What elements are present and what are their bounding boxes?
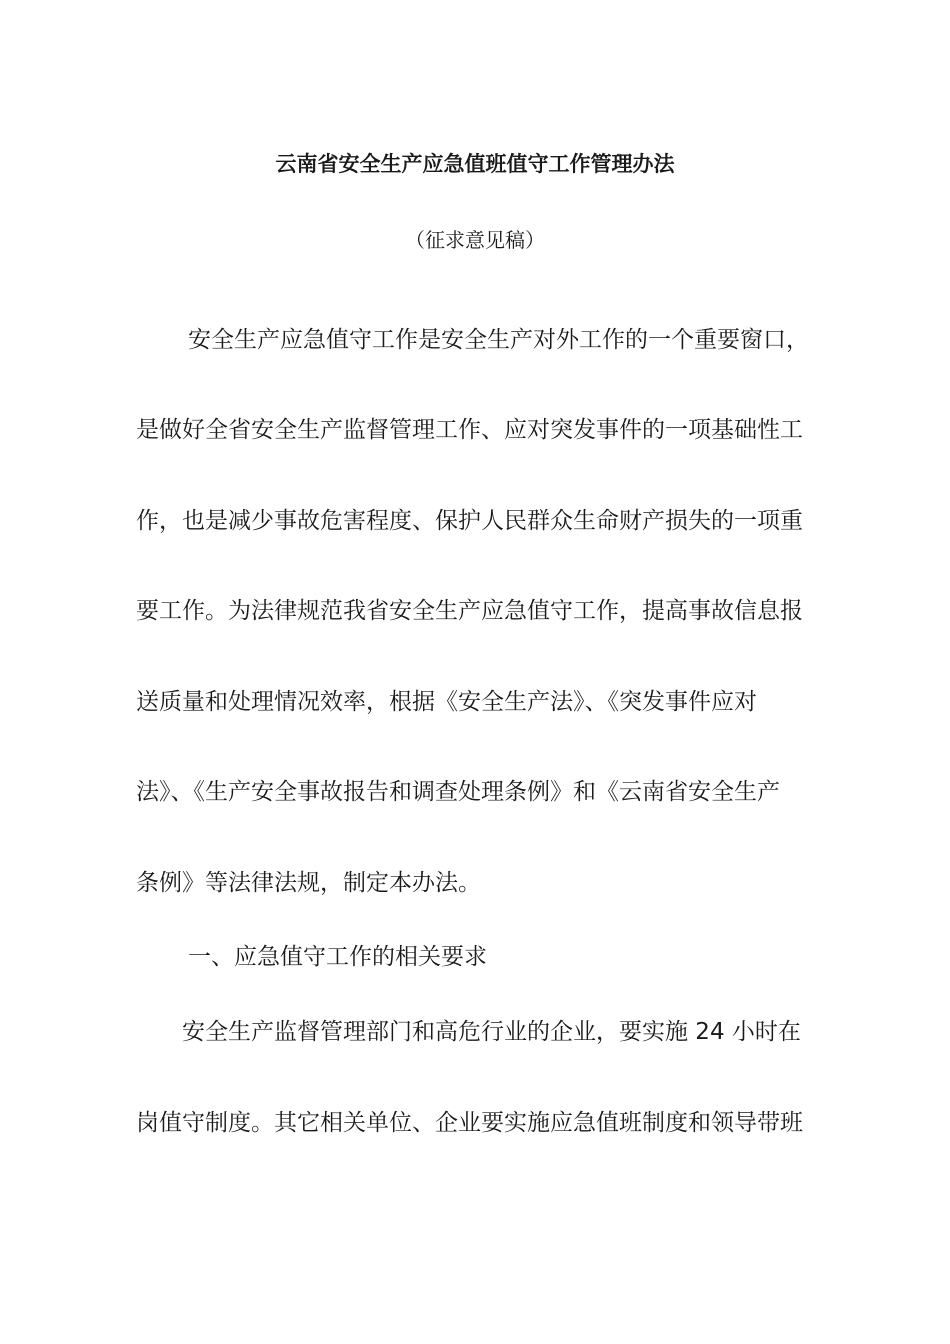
document-subtitle: （征求意见稿） <box>405 228 545 252</box>
intro-line: 作，也是减少事故危害程度、保护人民群众生命财产损失的一项重 <box>136 508 803 534</box>
section-line: 安全生产监督管理部门和高危行业的企业，要实施 24 小时在 <box>182 1019 801 1045</box>
intro-line: 是做好全省安全生产监督管理工作、应对突发事件的一项基础性工 <box>136 417 803 443</box>
intro-line: 安全生产应急值守工作是安全生产对外工作的一个重要窗口， <box>188 327 809 353</box>
intro-line: 法》、《生产安全事故报告和调查处理条例》和《云南省安全生产 <box>136 779 780 805</box>
intro-line: 送质量和处理情况效率，根据《安全生产法》、《突发事件应对 <box>136 689 757 715</box>
section-line: 岗值守制度。其它相关单位、企业要实施应急值班制度和领导带班 <box>136 1110 803 1136</box>
intro-line: 条例》等法律法规，制定本办法。 <box>136 870 481 896</box>
intro-line: 要工作。为法律规范我省安全生产应急值守工作，提高事故信息报 <box>136 598 803 624</box>
document-title: 云南省安全生产应急值班值守工作管理办法 <box>275 152 675 176</box>
section-heading: 一、应急值守工作的相关要求 <box>188 944 487 970</box>
